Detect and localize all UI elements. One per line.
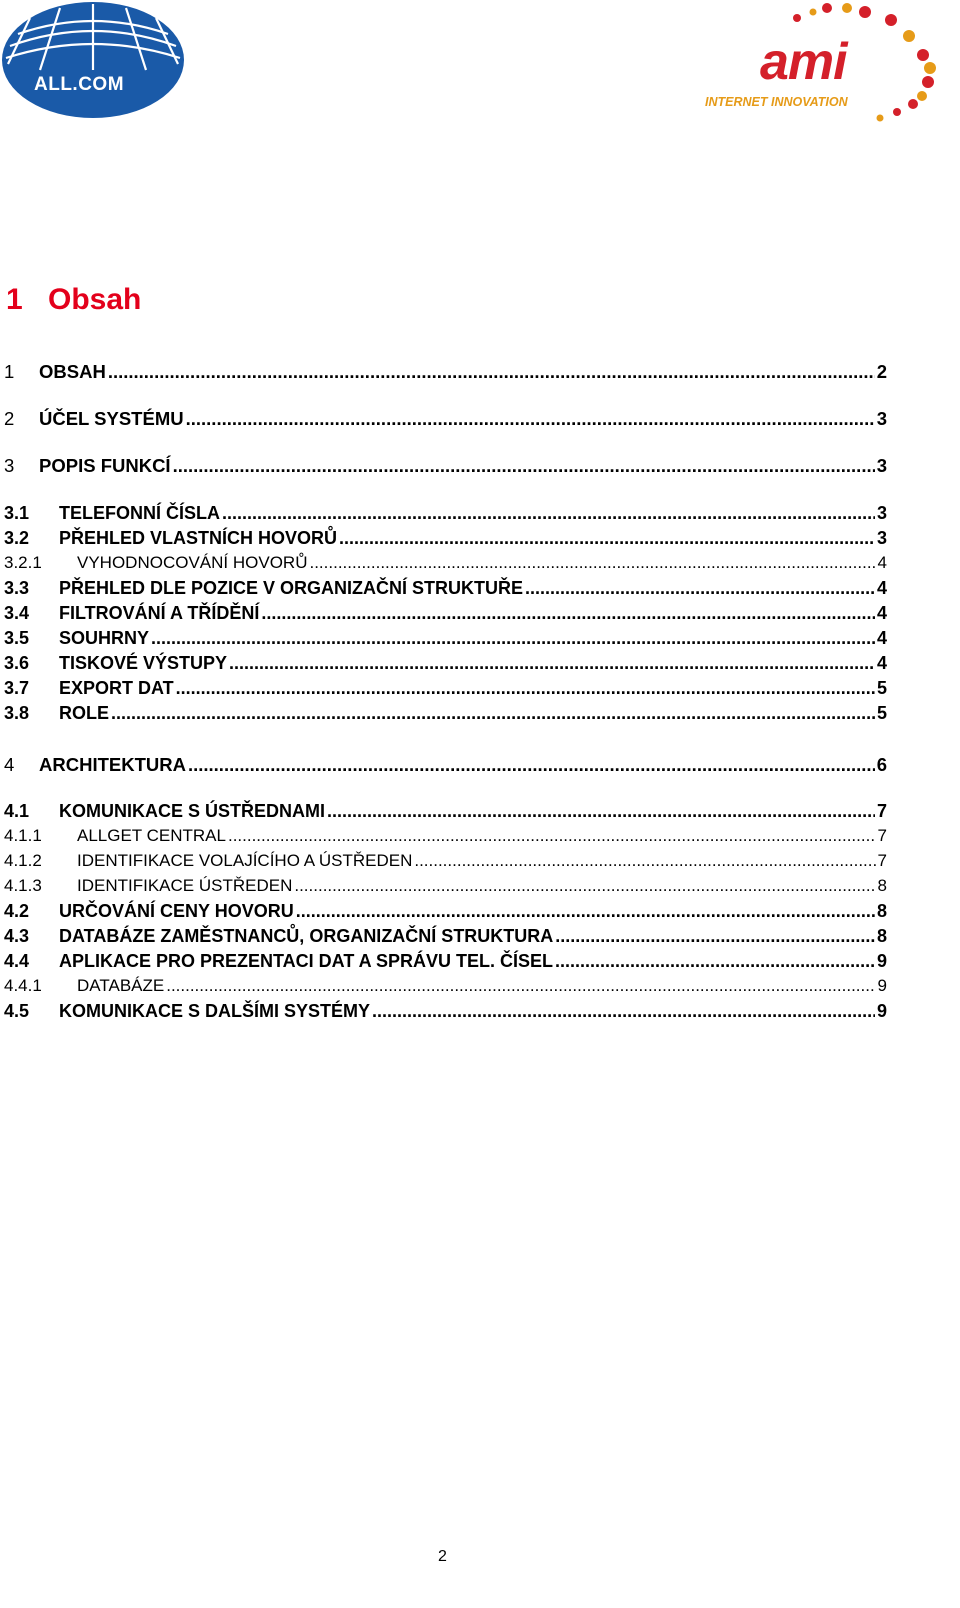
- toc-entry[interactable]: [0, 825, 960, 847]
- heading-title: Obsah: [48, 283, 142, 316]
- toc-entry[interactable]: [0, 850, 960, 872]
- toc-entry-title: SOUHRNY: [59, 628, 150, 648]
- toc-entry-title: PŘEHLED VLASTNÍCH HOVORŮ: [59, 528, 338, 548]
- toc-leader-dots: [296, 900, 875, 922]
- toc-leader-dots: [261, 602, 875, 624]
- toc-leader-dots: [173, 455, 875, 477]
- toc-entry-number: 4.1.1: [4, 826, 42, 845]
- toc-entry[interactable]: [0, 455, 960, 477]
- toc-entry-page: 9: [876, 1001, 887, 1021]
- toc-entry-title: KOMUNIKACE S ÚSTŘEDNAMI: [59, 801, 326, 821]
- toc-entry-number: 3.3: [4, 578, 30, 598]
- toc-entry-page: 8: [876, 901, 887, 921]
- toc-entry-title: IDENTIFIKACE VOLAJÍCÍHO A ÚSTŘEDEN: [77, 851, 413, 870]
- toc-entry[interactable]: [0, 408, 960, 430]
- page-number: 2: [438, 1548, 447, 1565]
- toc-entry-title: IDENTIFIKACE ÚSTŘEDEN: [77, 876, 293, 895]
- toc-entry-title: TELEFONNÍ ČÍSLA: [59, 503, 220, 523]
- toc-entry-page: 2: [876, 361, 887, 382]
- toc-entry-title: ROLE: [59, 703, 110, 723]
- toc-entry-page: 7: [877, 851, 887, 870]
- toc-entry-number: 3.2.1: [4, 553, 42, 572]
- toc-leader-dots: [228, 825, 876, 847]
- toc-entry[interactable]: [0, 875, 960, 897]
- toc-entry-page: 8: [877, 876, 887, 895]
- toc-entry-title: URČOVÁNÍ CENY HOVORU: [59, 901, 294, 921]
- toc-entry[interactable]: [0, 925, 960, 947]
- toc-entry-page: 5: [876, 703, 887, 723]
- toc-entry[interactable]: [0, 527, 960, 549]
- toc-entry-number: 3.2: [4, 528, 30, 548]
- toc-entry[interactable]: [0, 602, 960, 624]
- toc-leader-dots: [176, 677, 875, 699]
- toc-entry-number: 1: [4, 361, 15, 382]
- toc-leader-dots: [188, 754, 875, 776]
- toc-entry-number: 3.8: [4, 703, 30, 723]
- toc-entry-title: DATABÁZE ZAMĚSTNANCŮ, ORGANIZAČNÍ STRUKTURA: [59, 926, 554, 946]
- toc-leader-dots: [111, 702, 875, 724]
- toc-entry-number: 4.1.3: [4, 876, 42, 895]
- toc-entry-title: POPIS FUNKCÍ: [39, 455, 171, 476]
- toc-entry[interactable]: [0, 652, 960, 674]
- toc-entry[interactable]: [0, 975, 960, 997]
- toc-entry-number: 3.6: [4, 653, 30, 673]
- toc-entry-title: PŘEHLED DLE POZICE V ORGANIZAČNÍ STRUKTUŘE: [59, 578, 524, 598]
- toc-leader-dots: [414, 850, 875, 872]
- toc-entry-page: 7: [877, 826, 887, 845]
- toc-entry-page: 3: [876, 455, 887, 476]
- toc-entry-page: 7: [876, 801, 887, 821]
- toc-leader-dots: [294, 875, 875, 897]
- toc-leader-dots: [108, 361, 875, 383]
- toc-entry-page: 4: [877, 553, 887, 572]
- toc-entry-title: OBSAH: [39, 361, 106, 382]
- toc-entry-title: ÚČEL SYSTÉMU: [39, 408, 184, 429]
- toc-entry-title: ALLGET CENTRAL: [77, 826, 226, 845]
- toc-entry-page: 5: [876, 678, 887, 698]
- toc-entry-title: APLIKACE PRO PREZENTACI DAT A SPRÁVU TEL. ČÍSEL: [59, 951, 554, 971]
- toc-entry-title: EXPORT DAT: [59, 678, 174, 698]
- toc-entry[interactable]: [0, 702, 960, 724]
- toc-entry[interactable]: [0, 361, 960, 383]
- toc-entry[interactable]: [0, 677, 960, 699]
- toc-entry-page: 4: [876, 578, 887, 598]
- toc-entry[interactable]: [0, 754, 960, 776]
- toc-entry-number: 4.2: [4, 901, 30, 921]
- heading-number: 1: [6, 283, 23, 316]
- toc-entry-number: 4.4: [4, 951, 30, 971]
- toc-entry[interactable]: [0, 502, 960, 524]
- toc-entry[interactable]: [0, 627, 960, 649]
- toc-entry-number: 4.1: [4, 801, 30, 821]
- ami-logo-word: ami: [760, 33, 847, 91]
- toc-entry-number: 3.4: [4, 603, 30, 623]
- toc-entry-page: 9: [877, 976, 887, 995]
- toc-entry-number: 3.5: [4, 628, 30, 648]
- toc-entry-page: 3: [876, 408, 887, 429]
- toc-entry-page: 3: [876, 503, 887, 523]
- toc-leader-dots: [555, 925, 875, 947]
- toc-leader-dots: [222, 502, 875, 524]
- toc-entry-number: 3.7: [4, 678, 30, 698]
- toc-leader-dots: [555, 950, 875, 972]
- allcom-logo-text: ALL.COM: [34, 74, 125, 95]
- toc-leader-dots: [525, 577, 875, 599]
- toc-entry-title: DATABÁZE: [77, 976, 165, 995]
- toc-entry-number: 4.4.1: [4, 976, 42, 995]
- toc-leader-dots: [186, 408, 875, 430]
- toc-entry-number: 3.1: [4, 503, 30, 523]
- toc-entry-page: 4: [876, 653, 887, 673]
- toc-entry-page: 9: [876, 951, 887, 971]
- toc-entry-number: 4.1.2: [4, 851, 42, 870]
- toc-leader-dots: [372, 1000, 875, 1022]
- toc-entry-title: ARCHITEKTURA: [39, 754, 186, 775]
- ami-logo-tagline: INTERNET INNOVATION: [705, 95, 848, 109]
- toc-entry-title: VYHODNOCOVÁNÍ HOVORŮ: [77, 553, 308, 572]
- allcom-logo: [0, 0, 195, 125]
- toc-entry-number: 4: [4, 754, 15, 775]
- toc-entry-page: 3: [876, 528, 887, 548]
- toc-entry-page: 6: [876, 754, 887, 775]
- toc-entry-number: 2: [4, 408, 15, 429]
- toc-entry-number: 4.3: [4, 926, 30, 946]
- toc-entry[interactable]: [0, 577, 960, 599]
- toc-leader-dots: [229, 652, 875, 674]
- toc-leader-dots: [339, 527, 875, 549]
- toc-entry[interactable]: [0, 552, 960, 574]
- toc-leader-dots: [327, 800, 875, 822]
- toc-entry[interactable]: [0, 900, 960, 922]
- toc-entry[interactable]: [0, 800, 960, 822]
- toc-entry-number: 4.5: [4, 1001, 30, 1021]
- toc-leader-dots: [151, 627, 875, 649]
- toc-entry-page: 4: [876, 603, 887, 623]
- toc-leader-dots: [309, 552, 875, 574]
- toc-entry-title: TISKOVÉ VÝSTUPY: [59, 653, 228, 673]
- toc-entry-title: FILTROVÁNÍ A TŘÍDĚNÍ: [59, 603, 260, 623]
- toc-entry[interactable]: [0, 950, 960, 972]
- toc-entry[interactable]: [0, 1000, 960, 1022]
- ami-logo: [705, 0, 960, 125]
- toc-entry-title: KOMUNIKACE S DALŠÍMI SYSTÉMY: [59, 1001, 371, 1021]
- toc-leader-dots: [166, 975, 875, 997]
- toc-entry-number: 3: [4, 455, 15, 476]
- toc-entry-page: 4: [876, 628, 887, 648]
- toc-entry-page: 8: [876, 926, 887, 946]
- section-heading: [6, 283, 141, 317]
